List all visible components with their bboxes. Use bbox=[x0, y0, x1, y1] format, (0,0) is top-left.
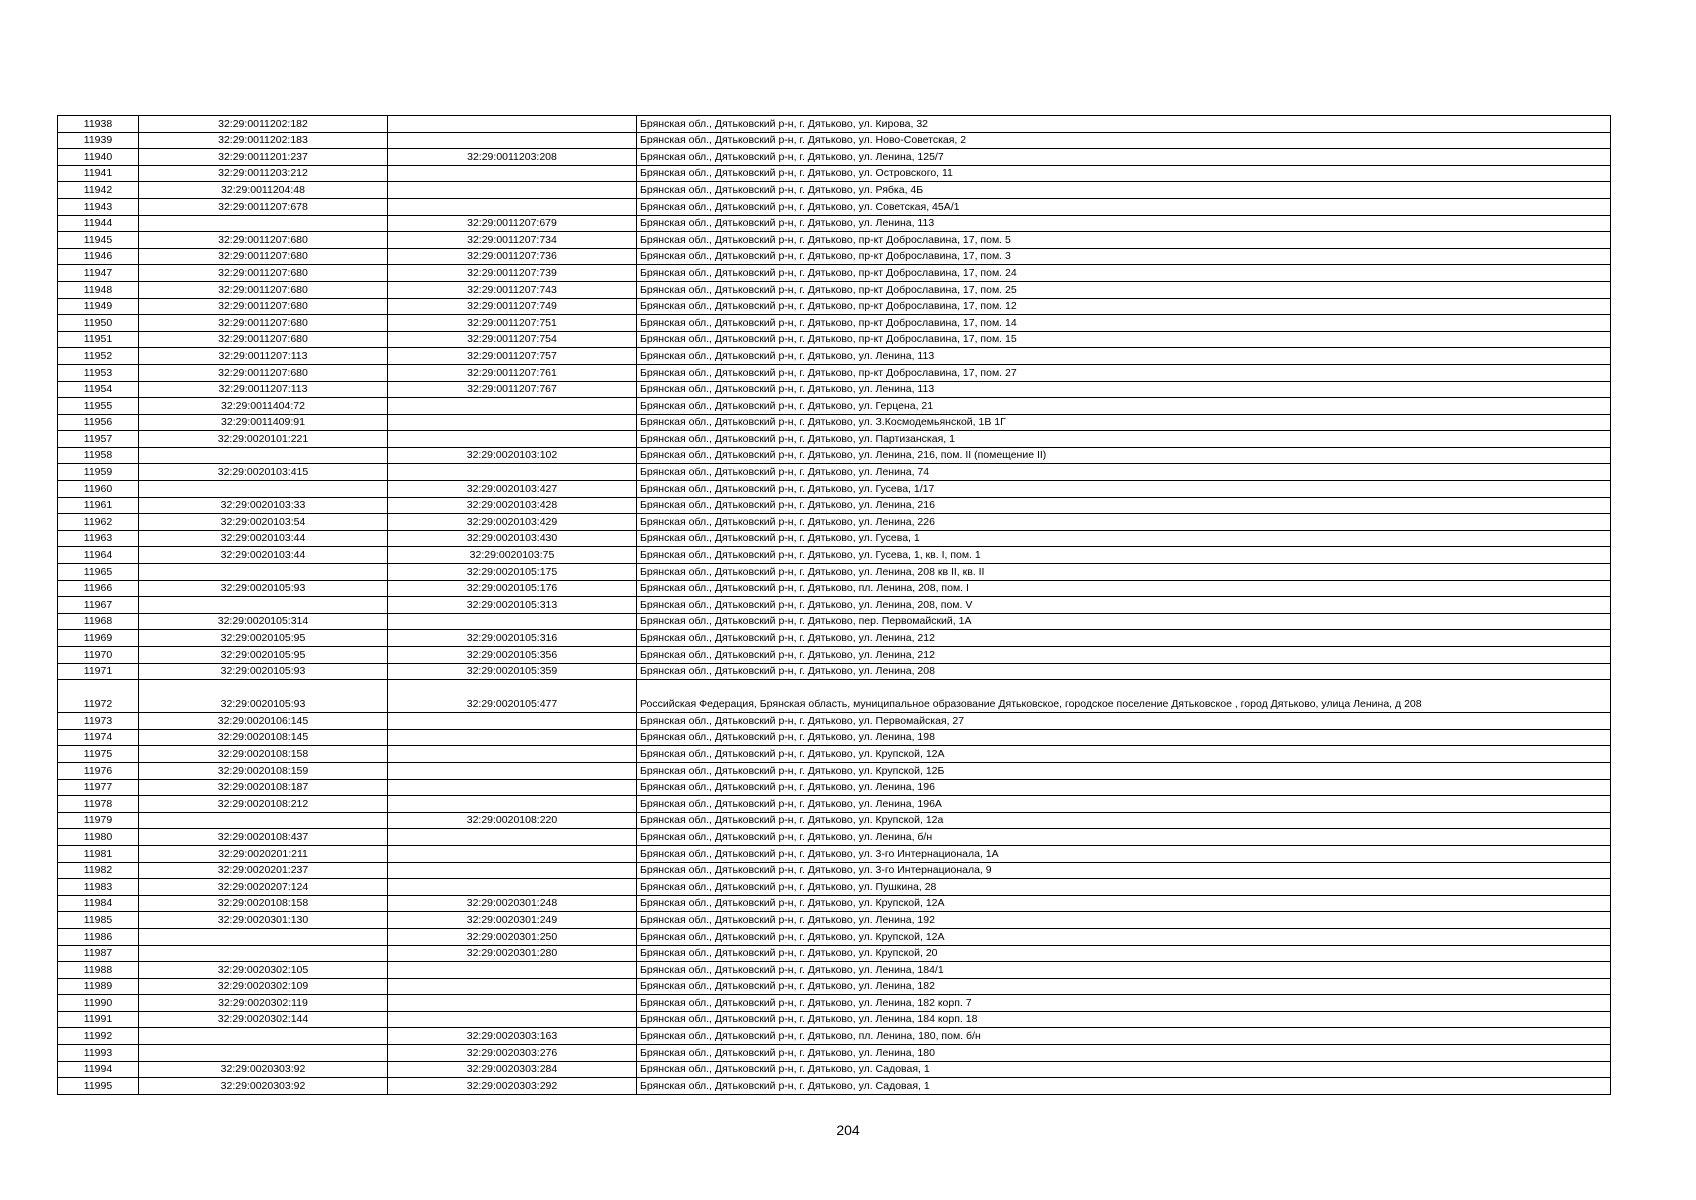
cadastral-number-cell: 32:29:0011207:680 bbox=[139, 281, 388, 298]
object-cadastral-number-cell bbox=[388, 398, 637, 415]
row-number-cell: 11943 bbox=[58, 198, 139, 215]
table-row bbox=[58, 298, 1611, 315]
cadastral-number-cell: 32:29:0020302:109 bbox=[139, 978, 388, 995]
object-cadastral-number-cell: 32:29:0011207:767 bbox=[388, 381, 637, 398]
address-cell: Российская Федерация, Брянская область, муниципальное образование Дятьковское, городское поселение Дятьковское , город Дятьково, улица Ленина, д 208 bbox=[637, 680, 1611, 713]
object-cadastral-number-cell: 32:29:0020105:176 bbox=[388, 580, 637, 597]
table-row bbox=[58, 547, 1611, 564]
address-cell: Брянская обл., Дятьковский р-н, г. Дятьково, ул. Ленина, 208 bbox=[637, 663, 1611, 680]
address-cell: Брянская обл., Дятьковский р-н, г. Дятьково, пл. Ленина, 208, пом. I bbox=[637, 580, 1611, 597]
row-number-cell: 11942 bbox=[58, 182, 139, 199]
object-cadastral-number-cell bbox=[388, 779, 637, 796]
table-row bbox=[58, 812, 1611, 829]
address-cell: Брянская обл., Дятьковский р-н, г. Дятьково, ул. Пушкина, 28 bbox=[637, 879, 1611, 896]
row-number-cell: 11952 bbox=[58, 348, 139, 365]
cadastral-number-cell: 32:29:0020302:119 bbox=[139, 995, 388, 1012]
row-number-cell: 11993 bbox=[58, 1045, 139, 1062]
address-cell: Брянская обл., Дятьковский р-н, г. Дятьково, пр-кт Доброславина, 17, пом. 12 bbox=[637, 298, 1611, 315]
address-cell: Брянская обл., Дятьковский р-н, г. Дятьково, ул. Ленина, 125/7 bbox=[637, 149, 1611, 166]
cadastral-number-cell: 32:29:0020105:95 bbox=[139, 647, 388, 664]
address-cell: Брянская обл., Дятьковский р-н, г. Дятьково, ул. Ленина, 182 bbox=[637, 978, 1611, 995]
address-cell: Брянская обл., Дятьковский р-н, г. Дятьково, ул. Крупской, 12Б bbox=[637, 762, 1611, 779]
object-cadastral-number-cell: 32:29:0020303:292 bbox=[388, 1078, 637, 1095]
address-cell: Брянская обл., Дятьковский р-н, г. Дятьково, ул. 3-го Интернационала, 1А bbox=[637, 845, 1611, 862]
table-row bbox=[58, 232, 1611, 249]
row-number-cell: 11995 bbox=[58, 1078, 139, 1095]
row-number-cell: 11988 bbox=[58, 962, 139, 979]
table-row bbox=[58, 381, 1611, 398]
address-cell: Брянская обл., Дятьковский р-н, г. Дятьково, ул. Ленина, 113 bbox=[637, 381, 1611, 398]
table-row bbox=[58, 315, 1611, 332]
object-cadastral-number-cell bbox=[388, 729, 637, 746]
cadastral-number-cell bbox=[139, 215, 388, 232]
row-number-cell: 11938 bbox=[58, 116, 139, 133]
object-cadastral-number-cell bbox=[388, 414, 637, 431]
object-cadastral-number-cell: 32:29:0020108:220 bbox=[388, 812, 637, 829]
address-cell: Брянская обл., Дятьковский р-н, г. Дятьково, ул. Ленина, 184/1 bbox=[637, 962, 1611, 979]
row-number-cell: 11964 bbox=[58, 547, 139, 564]
object-cadastral-number-cell: 32:29:0020301:280 bbox=[388, 945, 637, 962]
table-row bbox=[58, 895, 1611, 912]
address-cell: Брянская обл., Дятьковский р-н, г. Дятьково, ул. Партизанская, 1 bbox=[637, 431, 1611, 448]
address-cell: Брянская обл., Дятьковский р-н, г. Дятьково, ул. Первомайская, 27 bbox=[637, 713, 1611, 730]
address-cell: Брянская обл., Дятьковский р-н, г. Дятьково, ул. Гусева, 1, кв. I, пом. 1 bbox=[637, 547, 1611, 564]
object-cadastral-number-cell bbox=[388, 165, 637, 182]
row-number-cell: 11985 bbox=[58, 912, 139, 929]
row-number-cell: 11973 bbox=[58, 713, 139, 730]
address-cell: Брянская обл., Дятьковский р-н, г. Дятьково, ул. З.Космодемьянской, 1В 1Г bbox=[637, 414, 1611, 431]
table-row bbox=[58, 746, 1611, 763]
address-cell: Брянская обл., Дятьковский р-н, г. Дятьково, ул. Кирова, 32 bbox=[637, 116, 1611, 133]
address-cell: Брянская обл., Дятьковский р-н, г. Дятьково, ул. Ленина, 216 bbox=[637, 497, 1611, 514]
address-cell: Брянская обл., Дятьковский р-н, г. Дятьково, пл. Ленина, 180, пом. б/н bbox=[637, 1028, 1611, 1045]
table-row bbox=[58, 995, 1611, 1012]
cadastral-number-cell: 32:29:0011207:680 bbox=[139, 331, 388, 348]
table-row bbox=[58, 364, 1611, 381]
object-cadastral-number-cell bbox=[388, 796, 637, 813]
page-number: 204 bbox=[836, 1122, 860, 1138]
cadastral-number-cell: 32:29:0011207:680 bbox=[139, 248, 388, 265]
object-cadastral-number-cell: 32:29:0011207:743 bbox=[388, 281, 637, 298]
row-number-cell: 11960 bbox=[58, 481, 139, 498]
cadastral-number-cell: 32:29:0020103:44 bbox=[139, 547, 388, 564]
row-number-cell: 11983 bbox=[58, 879, 139, 896]
object-cadastral-number-cell: 32:29:0020301:249 bbox=[388, 912, 637, 929]
table-row bbox=[58, 265, 1611, 282]
table-row bbox=[58, 978, 1611, 995]
row-number-cell: 11950 bbox=[58, 315, 139, 332]
cadastral-number-cell: 32:29:0020108:159 bbox=[139, 762, 388, 779]
table-row bbox=[58, 580, 1611, 597]
address-cell: Брянская обл., Дятьковский р-н, г. Дятьково, ул. Ленина, 113 bbox=[637, 215, 1611, 232]
row-number-cell: 11948 bbox=[58, 281, 139, 298]
cadastral-number-cell bbox=[139, 597, 388, 614]
address-cell: Брянская обл., Дятьковский р-н, г. Дятьково, ул. Крупской, 12а bbox=[637, 812, 1611, 829]
cadastral-number-cell: 32:29:0011207:680 bbox=[139, 364, 388, 381]
cadastral-number-cell: 32:29:0020103:54 bbox=[139, 514, 388, 531]
address-cell: Брянская обл., Дятьковский р-н, г. Дятьково, пр-кт Доброславина, 17, пом. 24 bbox=[637, 265, 1611, 282]
cadastral-number-cell: 32:29:0020105:314 bbox=[139, 613, 388, 630]
object-cadastral-number-cell: 32:29:0020103:430 bbox=[388, 530, 637, 547]
row-number-cell: 11951 bbox=[58, 331, 139, 348]
object-cadastral-number-cell: 32:29:0011207:734 bbox=[388, 232, 637, 249]
table-row bbox=[58, 431, 1611, 448]
cadastral-number-cell: 32:29:0020105:93 bbox=[139, 680, 388, 713]
object-cadastral-number-cell bbox=[388, 962, 637, 979]
cadastral-number-cell: 32:29:0011204:48 bbox=[139, 182, 388, 199]
row-number-cell: 11989 bbox=[58, 978, 139, 995]
cadastral-number-cell: 32:29:0020108:158 bbox=[139, 895, 388, 912]
cadastral-number-cell: 32:29:0011207:113 bbox=[139, 348, 388, 365]
row-number-cell: 11962 bbox=[58, 514, 139, 531]
table-row bbox=[58, 1061, 1611, 1078]
cadastral-number-cell: 32:29:0011202:182 bbox=[139, 116, 388, 133]
table-row bbox=[58, 663, 1611, 680]
object-cadastral-number-cell bbox=[388, 116, 637, 133]
address-cell: Брянская обл., Дятьковский р-н, г. Дятьково, ул. Крупской, 20 bbox=[637, 945, 1611, 962]
object-cadastral-number-cell bbox=[388, 713, 637, 730]
address-cell: Брянская обл., Дятьковский р-н, г. Дятьково, ул. Садовая, 1 bbox=[637, 1078, 1611, 1095]
object-cadastral-number-cell bbox=[388, 198, 637, 215]
table-row bbox=[58, 464, 1611, 481]
table-row bbox=[58, 497, 1611, 514]
object-cadastral-number-cell: 32:29:0020105:356 bbox=[388, 647, 637, 664]
row-number-cell: 11966 bbox=[58, 580, 139, 597]
cadastral-number-cell: 32:29:0020108:212 bbox=[139, 796, 388, 813]
address-cell: Брянская обл., Дятьковский р-н, г. Дятьково, ул. Ленина, 184 корп. 18 bbox=[637, 1011, 1611, 1028]
object-cadastral-number-cell: 32:29:0020103:428 bbox=[388, 497, 637, 514]
object-cadastral-number-cell: 32:29:0011207:754 bbox=[388, 331, 637, 348]
table-row bbox=[58, 165, 1611, 182]
row-number-cell: 11972 bbox=[58, 680, 139, 713]
object-cadastral-number-cell: 32:29:0011207:761 bbox=[388, 364, 637, 381]
table-row bbox=[58, 116, 1611, 133]
address-cell: Брянская обл., Дятьковский р-н, г. Дятьково, пр-кт Доброславина, 17, пом. 25 bbox=[637, 281, 1611, 298]
cadastral-number-cell bbox=[139, 812, 388, 829]
address-cell: Брянская обл., Дятьковский р-н, г. Дятьково, ул. Герцена, 21 bbox=[637, 398, 1611, 415]
address-cell: Брянская обл., Дятьковский р-н, г. Дятьково, ул. Ленина, 208, пом. V bbox=[637, 597, 1611, 614]
table-row bbox=[58, 447, 1611, 464]
row-number-cell: 11969 bbox=[58, 630, 139, 647]
address-cell: Брянская обл., Дятьковский р-н, г. Дятьково, пр-кт Доброславина, 17, пом. 5 bbox=[637, 232, 1611, 249]
object-cadastral-number-cell: 32:29:0011207:679 bbox=[388, 215, 637, 232]
table-row bbox=[58, 530, 1611, 547]
address-cell: Брянская обл., Дятьковский р-н, г. Дятьково, ул. Гусева, 1/17 bbox=[637, 481, 1611, 498]
table-row bbox=[58, 613, 1611, 630]
object-cadastral-number-cell: 32:29:0020105:316 bbox=[388, 630, 637, 647]
cadastral-number-cell: 32:29:0020302:144 bbox=[139, 1011, 388, 1028]
row-number-cell: 11959 bbox=[58, 464, 139, 481]
row-number-cell: 11946 bbox=[58, 248, 139, 265]
row-number-cell: 11967 bbox=[58, 597, 139, 614]
cadastral-number-cell: 32:29:0020101:221 bbox=[139, 431, 388, 448]
cadastral-number-cell: 32:29:0020303:92 bbox=[139, 1078, 388, 1095]
address-cell: Брянская обл., Дятьковский р-н, г. Дятьково, ул. Гусева, 1 bbox=[637, 530, 1611, 547]
table-row bbox=[58, 928, 1611, 945]
cadastral-number-cell: 32:29:0020103:33 bbox=[139, 497, 388, 514]
object-cadastral-number-cell bbox=[388, 862, 637, 879]
row-number-cell: 11941 bbox=[58, 165, 139, 182]
table-row bbox=[58, 182, 1611, 199]
row-number-cell: 11994 bbox=[58, 1061, 139, 1078]
cadastral-number-cell bbox=[139, 481, 388, 498]
row-number-cell: 11990 bbox=[58, 995, 139, 1012]
cadastral-number-cell bbox=[139, 1045, 388, 1062]
registry-table bbox=[57, 115, 1611, 1095]
row-number-cell: 11965 bbox=[58, 564, 139, 581]
cadastral-number-cell: 32:29:0020303:92 bbox=[139, 1061, 388, 1078]
address-cell: Брянская обл., Дятьковский р-н, г. Дятьково, ул. 3-го Интернационала, 9 bbox=[637, 862, 1611, 879]
address-cell: Брянская обл., Дятьковский р-н, г. Дятьково, ул. Рябка, 4Б bbox=[637, 182, 1611, 199]
address-cell: Брянская обл., Дятьковский р-н, г. Дятьково, пр-кт Доброславина, 17, пом. 3 bbox=[637, 248, 1611, 265]
address-cell: Брянская обл., Дятьковский р-н, г. Дятьково, ул. Крупской, 12А bbox=[637, 746, 1611, 763]
row-number-cell: 11939 bbox=[58, 132, 139, 149]
object-cadastral-number-cell: 32:29:0020303:276 bbox=[388, 1045, 637, 1062]
table-row bbox=[58, 564, 1611, 581]
row-number-cell: 11976 bbox=[58, 762, 139, 779]
address-cell: Брянская обл., Дятьковский р-н, г. Дятьково, ул. Ленина, 196 bbox=[637, 779, 1611, 796]
cadastral-number-cell: 32:29:0020108:145 bbox=[139, 729, 388, 746]
row-number-cell: 11977 bbox=[58, 779, 139, 796]
address-cell: Брянская обл., Дятьковский р-н, г. Дятьково, пр-кт Доброславина, 17, пом. 15 bbox=[637, 331, 1611, 348]
cadastral-number-cell: 32:29:0020201:211 bbox=[139, 845, 388, 862]
cadastral-number-cell: 32:29:0011203:212 bbox=[139, 165, 388, 182]
table-row bbox=[58, 796, 1611, 813]
row-number-cell: 11944 bbox=[58, 215, 139, 232]
cadastral-number-cell: 32:29:0020207:124 bbox=[139, 879, 388, 896]
row-number-cell: 11954 bbox=[58, 381, 139, 398]
row-number-cell: 11974 bbox=[58, 729, 139, 746]
registry-table-body bbox=[58, 116, 1611, 1095]
row-number-cell: 11979 bbox=[58, 812, 139, 829]
object-cadastral-number-cell: 32:29:0020103:102 bbox=[388, 447, 637, 464]
cadastral-number-cell: 32:29:0011207:680 bbox=[139, 232, 388, 249]
cadastral-number-cell bbox=[139, 928, 388, 945]
object-cadastral-number-cell: 32:29:0011207:757 bbox=[388, 348, 637, 365]
object-cadastral-number-cell bbox=[388, 995, 637, 1012]
table-row bbox=[58, 729, 1611, 746]
table-row bbox=[58, 845, 1611, 862]
row-number-cell: 11961 bbox=[58, 497, 139, 514]
cadastral-number-cell: 32:29:0020108:158 bbox=[139, 746, 388, 763]
object-cadastral-number-cell: 32:29:0020303:163 bbox=[388, 1028, 637, 1045]
row-number-cell: 11947 bbox=[58, 265, 139, 282]
address-cell: Брянская обл., Дятьковский р-н, г. Дятьково, ул. Ленина, 198 bbox=[637, 729, 1611, 746]
cadastral-number-cell: 32:29:0011207:113 bbox=[139, 381, 388, 398]
row-number-cell: 11945 bbox=[58, 232, 139, 249]
cadastral-number-cell: 32:29:0011207:680 bbox=[139, 298, 388, 315]
row-number-cell: 11987 bbox=[58, 945, 139, 962]
table-row bbox=[58, 331, 1611, 348]
table-row bbox=[58, 1011, 1611, 1028]
object-cadastral-number-cell bbox=[388, 464, 637, 481]
table-row bbox=[58, 630, 1611, 647]
table-row bbox=[58, 779, 1611, 796]
object-cadastral-number-cell bbox=[388, 746, 637, 763]
table-row bbox=[58, 647, 1611, 664]
address-cell: Брянская обл., Дятьковский р-н, г. Дятьково, ул. Ленина, 182 корп. 7 bbox=[637, 995, 1611, 1012]
object-cadastral-number-cell: 32:29:0020301:248 bbox=[388, 895, 637, 912]
row-number-cell: 11970 bbox=[58, 647, 139, 664]
table-row bbox=[58, 829, 1611, 846]
cadastral-number-cell: 32:29:0011201:237 bbox=[139, 149, 388, 166]
row-number-cell: 11958 bbox=[58, 447, 139, 464]
row-number-cell: 11975 bbox=[58, 746, 139, 763]
address-cell: Брянская обл., Дятьковский р-н, г. Дятьково, ул. Ленина, 212 bbox=[637, 630, 1611, 647]
row-number-cell: 11956 bbox=[58, 414, 139, 431]
cadastral-number-cell: 32:29:0020301:130 bbox=[139, 912, 388, 929]
table-row bbox=[58, 414, 1611, 431]
row-number-cell: 11953 bbox=[58, 364, 139, 381]
object-cadastral-number-cell bbox=[388, 182, 637, 199]
cadastral-number-cell: 32:29:0020105:95 bbox=[139, 630, 388, 647]
table-row bbox=[58, 132, 1611, 149]
table-row bbox=[58, 215, 1611, 232]
address-cell: Брянская обл., Дятьковский р-н, г. Дятьково, ул. Ленина, 196А bbox=[637, 796, 1611, 813]
cadastral-number-cell bbox=[139, 945, 388, 962]
cadastral-number-cell bbox=[139, 1028, 388, 1045]
cadastral-number-cell: 32:29:0011207:680 bbox=[139, 315, 388, 332]
cadastral-number-cell: 32:29:0020106:145 bbox=[139, 713, 388, 730]
cadastral-number-cell: 32:29:0020201:237 bbox=[139, 862, 388, 879]
table-row bbox=[58, 912, 1611, 929]
cadastral-number-cell: 32:29:0020103:415 bbox=[139, 464, 388, 481]
cadastral-number-cell: 32:29:0011207:680 bbox=[139, 265, 388, 282]
address-cell: Брянская обл., Дятьковский р-н, г. Дятьково, ул. Ленина, 216, пом. II (помещение II) bbox=[637, 447, 1611, 464]
address-cell: Брянская обл., Дятьковский р-н, г. Дятьково, пер. Первомайский, 1А bbox=[637, 613, 1611, 630]
address-cell: Брянская обл., Дятьковский р-н, г. Дятьково, пр-кт Доброславина, 17, пом. 27 bbox=[637, 364, 1611, 381]
row-number-cell: 11980 bbox=[58, 829, 139, 846]
table-row bbox=[58, 198, 1611, 215]
object-cadastral-number-cell bbox=[388, 431, 637, 448]
address-cell: Брянская обл., Дятьковский р-н, г. Дятьково, ул. Ленина, 192 bbox=[637, 912, 1611, 929]
table-row bbox=[58, 862, 1611, 879]
address-cell: Брянская обл., Дятьковский р-н, г. Дятьково, пр-кт Доброславина, 17, пом. 14 bbox=[637, 315, 1611, 332]
table-row bbox=[58, 1078, 1611, 1095]
row-number-cell: 11992 bbox=[58, 1028, 139, 1045]
cadastral-number-cell bbox=[139, 447, 388, 464]
row-number-cell: 11957 bbox=[58, 431, 139, 448]
object-cadastral-number-cell: 32:29:0011203:208 bbox=[388, 149, 637, 166]
row-number-cell: 11971 bbox=[58, 663, 139, 680]
table-row bbox=[58, 514, 1611, 531]
cadastral-number-cell: 32:29:0020105:93 bbox=[139, 580, 388, 597]
address-cell: Брянская обл., Дятьковский р-н, г. Дятьково, ул. Ленина, 180 bbox=[637, 1045, 1611, 1062]
object-cadastral-number-cell: 32:29:0020103:429 bbox=[388, 514, 637, 531]
cadastral-number-cell: 32:29:0011202:183 bbox=[139, 132, 388, 149]
object-cadastral-number-cell: 32:29:0011207:736 bbox=[388, 248, 637, 265]
object-cadastral-number-cell: 32:29:0020103:427 bbox=[388, 481, 637, 498]
table-row bbox=[58, 248, 1611, 265]
object-cadastral-number-cell: 32:29:0011207:739 bbox=[388, 265, 637, 282]
object-cadastral-number-cell bbox=[388, 762, 637, 779]
table-row bbox=[58, 762, 1611, 779]
row-number-cell: 11984 bbox=[58, 895, 139, 912]
object-cadastral-number-cell: 32:29:0020105:313 bbox=[388, 597, 637, 614]
row-number-cell: 11982 bbox=[58, 862, 139, 879]
address-cell: Брянская обл., Дятьковский р-н, г. Дятьково, ул. Ленина, 113 bbox=[637, 348, 1611, 365]
object-cadastral-number-cell: 32:29:0020301:250 bbox=[388, 928, 637, 945]
object-cadastral-number-cell: 32:29:0020103:75 bbox=[388, 547, 637, 564]
object-cadastral-number-cell: 32:29:0011207:751 bbox=[388, 315, 637, 332]
object-cadastral-number-cell bbox=[388, 829, 637, 846]
address-cell: Брянская обл., Дятьковский р-н, г. Дятьково, ул. Ленина, 208 кв II, кв. II bbox=[637, 564, 1611, 581]
object-cadastral-number-cell: 32:29:0020105:175 bbox=[388, 564, 637, 581]
address-cell: Брянская обл., Дятьковский р-н, г. Дятьково, ул. Ленина, б/н bbox=[637, 829, 1611, 846]
address-cell: Брянская обл., Дятьковский р-н, г. Дятьково, ул. Ленина, 226 bbox=[637, 514, 1611, 531]
cadastral-number-cell: 32:29:0020302:105 bbox=[139, 962, 388, 979]
table-row bbox=[58, 597, 1611, 614]
object-cadastral-number-cell bbox=[388, 613, 637, 630]
table-row bbox=[58, 1045, 1611, 1062]
address-cell: Брянская обл., Дятьковский р-н, г. Дятьково, ул. Ленина, 74 bbox=[637, 464, 1611, 481]
address-cell: Брянская обл., Дятьковский р-н, г. Дятьково, ул. Островского, 11 bbox=[637, 165, 1611, 182]
row-number-cell: 11949 bbox=[58, 298, 139, 315]
address-cell: Брянская обл., Дятьковский р-н, г. Дятьково, ул. Советская, 45А/1 bbox=[637, 198, 1611, 215]
cadastral-number-cell: 32:29:0020108:187 bbox=[139, 779, 388, 796]
cadastral-number-cell: 32:29:0011409:91 bbox=[139, 414, 388, 431]
table-row bbox=[58, 481, 1611, 498]
row-number-cell: 11940 bbox=[58, 149, 139, 166]
object-cadastral-number-cell: 32:29:0011207:749 bbox=[388, 298, 637, 315]
object-cadastral-number-cell: 32:29:0020105:477 bbox=[388, 680, 637, 713]
object-cadastral-number-cell bbox=[388, 845, 637, 862]
row-number-cell: 11978 bbox=[58, 796, 139, 813]
address-cell: Брянская обл., Дятьковский р-н, г. Дятьково, ул. Крупской, 12А bbox=[637, 928, 1611, 945]
row-number-cell: 11968 bbox=[58, 613, 139, 630]
row-number-cell: 11963 bbox=[58, 530, 139, 547]
row-number-cell: 11955 bbox=[58, 398, 139, 415]
cadastral-number-cell: 32:29:0020108:437 bbox=[139, 829, 388, 846]
table-row bbox=[58, 945, 1611, 962]
table-row bbox=[58, 348, 1611, 365]
object-cadastral-number-cell bbox=[388, 879, 637, 896]
address-cell: Брянская обл., Дятьковский р-н, г. Дятьково, ул. Ленина, 212 bbox=[637, 647, 1611, 664]
address-cell: Брянская обл., Дятьковский р-н, г. Дятьково, ул. Ново-Советская, 2 bbox=[637, 132, 1611, 149]
table-row bbox=[58, 398, 1611, 415]
cadastral-number-cell: 32:29:0020105:93 bbox=[139, 663, 388, 680]
table-row bbox=[58, 962, 1611, 979]
table-row bbox=[58, 879, 1611, 896]
object-cadastral-number-cell: 32:29:0020105:359 bbox=[388, 663, 637, 680]
row-number-cell: 11986 bbox=[58, 928, 139, 945]
cadastral-number-cell: 32:29:0011404:72 bbox=[139, 398, 388, 415]
address-cell: Брянская обл., Дятьковский р-н, г. Дятьково, ул. Садовая, 1 bbox=[637, 1061, 1611, 1078]
object-cadastral-number-cell bbox=[388, 132, 637, 149]
object-cadastral-number-cell bbox=[388, 978, 637, 995]
cadastral-number-cell bbox=[139, 564, 388, 581]
row-number-cell: 11981 bbox=[58, 845, 139, 862]
table-row bbox=[58, 713, 1611, 730]
table-row bbox=[58, 149, 1611, 166]
address-cell: Брянская обл., Дятьковский р-н, г. Дятьково, ул. Крупской, 12А bbox=[637, 895, 1611, 912]
table-row bbox=[58, 680, 1611, 713]
row-number-cell: 11991 bbox=[58, 1011, 139, 1028]
table-row bbox=[58, 281, 1611, 298]
cadastral-number-cell: 32:29:0011207:678 bbox=[139, 198, 388, 215]
cadastral-number-cell: 32:29:0020103:44 bbox=[139, 530, 388, 547]
object-cadastral-number-cell bbox=[388, 1011, 637, 1028]
table-row bbox=[58, 1028, 1611, 1045]
object-cadastral-number-cell: 32:29:0020303:284 bbox=[388, 1061, 637, 1078]
